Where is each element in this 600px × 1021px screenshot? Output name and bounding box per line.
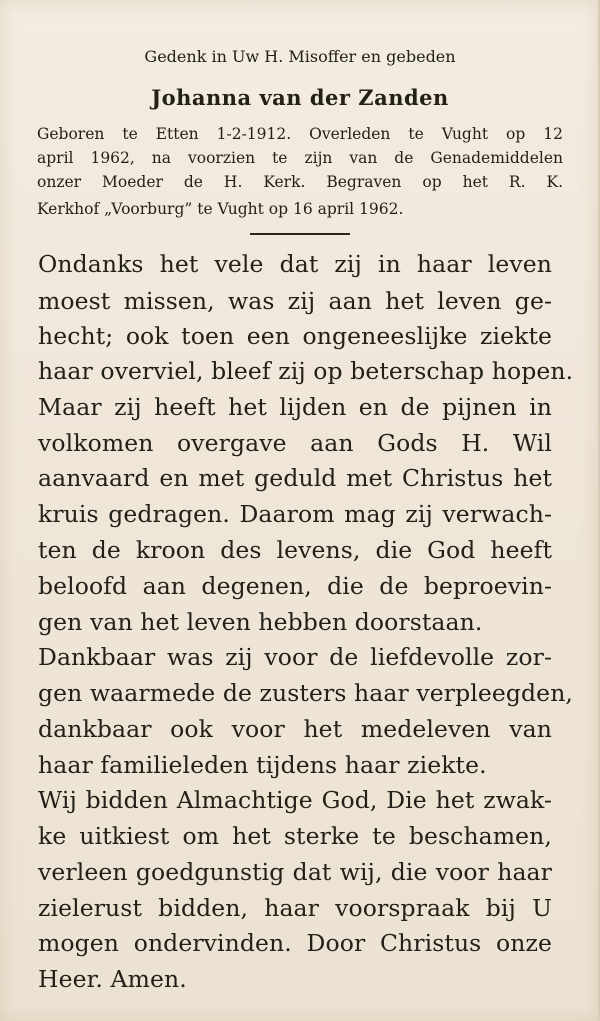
- detail-line: april 1962, na voorzien te zijn van de Genademiddelen: [37, 149, 563, 167]
- body-line: moest missen, was zij aan het leven ge-: [38, 287, 552, 315]
- detail-line: Geboren te Etten 1-2-1912. Overleden te Vught op 12: [37, 125, 563, 143]
- body-line: volkomen overgave aan Gods H. Wil: [38, 429, 552, 457]
- body-line: zielerust bidden, haar voorspraak bij U: [38, 894, 552, 922]
- body-line: mogen ondervinden. Door Christus onze: [38, 929, 552, 957]
- body-line: haar familieleden tijdens haar ziekte.: [38, 751, 487, 779]
- body-line: hecht; ook toen een ongeneeslijke ziekte: [38, 322, 552, 350]
- body-line: beloofd aan degenen, die de beproevin-: [38, 572, 552, 600]
- body-line: verleen goedgunstig dat wij, die voor haar: [38, 858, 552, 886]
- body-line: Ondanks het vele dat zij in haar leven: [38, 250, 552, 278]
- body-line: ke uitkiest om het sterke te beschamen,: [38, 822, 552, 850]
- body-line: Heer. Amen.: [38, 965, 187, 993]
- body-line: aanvaard en met geduld met Christus het: [38, 464, 552, 492]
- divider: [250, 233, 350, 235]
- body-line: kruis gedragen. Daarom mag zij verwach-: [38, 500, 552, 528]
- body-line: haar overviel, bleef zij op beterschap hopen.: [38, 357, 574, 385]
- body-line: gen van het leven hebben doorstaan.: [38, 608, 483, 636]
- intro-line: Gedenk in Uw H. Misoffer en gebeden: [144, 47, 456, 66]
- body-line: ten de kroon des levens, die God heeft: [38, 536, 552, 564]
- body-line: Dankbaar was zij voor de liefdevolle zor-: [38, 643, 552, 671]
- detail-line: Kerkhof „Voorburg” te Vught op 16 april 1962.: [37, 200, 404, 218]
- detail-line: onzer Moeder de H. Kerk. Begraven op het R. K.: [37, 173, 563, 191]
- body-line: gen waarmede de zusters haar verpleegden,: [38, 679, 573, 707]
- body-line: Maar zij heeft het lijden en de pijnen in: [38, 393, 552, 421]
- body-line: dankbaar ook voor het medeleven van: [38, 715, 552, 743]
- body-line: Wij bidden Almachtige God, Die het zwak-: [38, 786, 552, 814]
- deceased-name: Johanna van der Zanden: [151, 85, 449, 110]
